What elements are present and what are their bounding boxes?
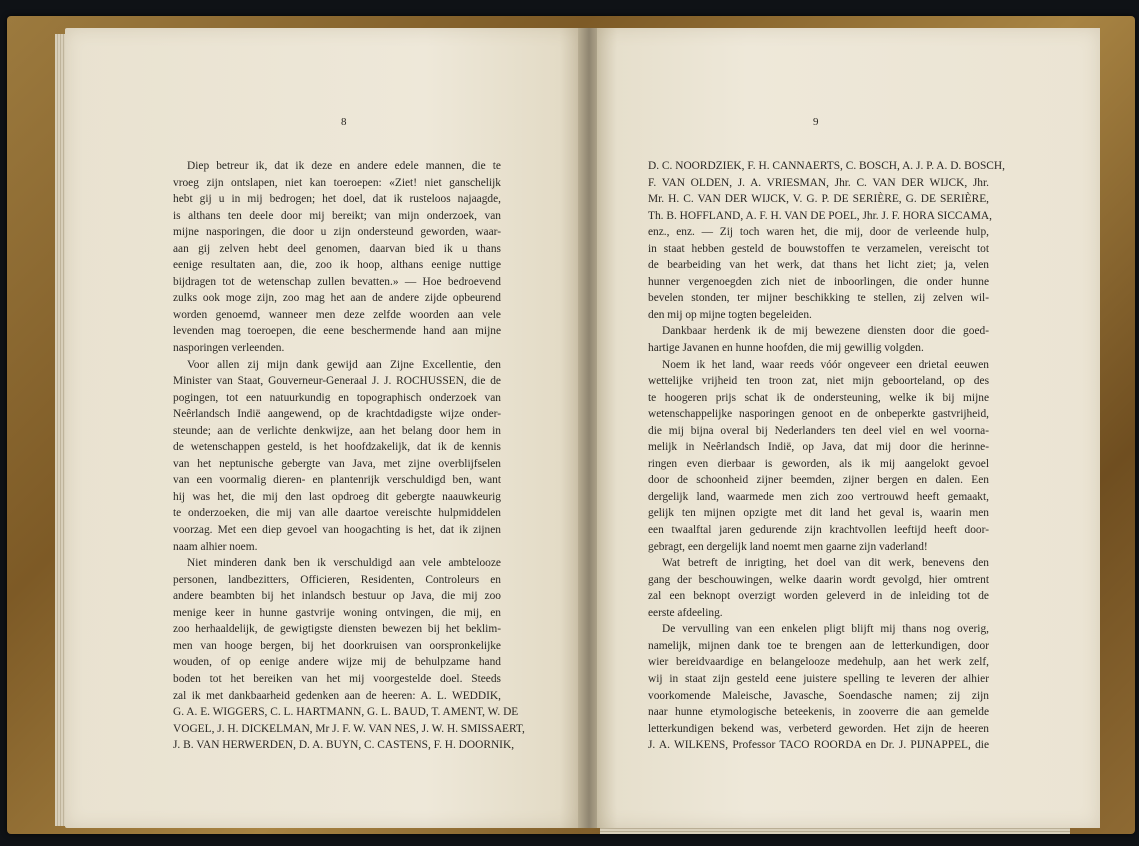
left-text-line: is althans ten deele door mij bereikt; van mijn onderzoek, van: [173, 209, 501, 222]
right-text-line: dergelijk land, waarmede men zich zoo vertrouwd heeft gemaakt,: [648, 490, 989, 503]
left-text-line: Diep betreur ik, dat ik deze en andere edele mannen, die te: [187, 160, 501, 172]
left-page: [65, 28, 580, 828]
left-text-line: G. A. E. WIGGERS, C. L. HARTMANN, G. L. BAUD, T. AMENT, W. DE: [173, 706, 519, 719]
right-text-line: wier bereidvaardige en belangelooze medehulp, aan het werk zelf,: [648, 656, 989, 669]
left-text-line: andere beambten bij het inlandsch bestuur op Java, die mij zoo: [173, 590, 501, 603]
left-text-line: zal ik met dankbaarheid gedenken aan de heeren: A. L. WEDDIK,: [173, 689, 501, 702]
right-text-line: namelijk, mijnen dank toe te brengen aan de letterkundigen, door: [648, 639, 989, 652]
left-text-line: van het neptunische gebergte van Java, met zijne overblijfselen: [173, 457, 501, 470]
right-text-line: wettelijke vrijheid ten troon zat, niet mijn geboorteland, op des: [648, 375, 989, 388]
left-text-line: de wetenschappen gesteld, is het hoofdzakelijk, dat ik de kennis: [173, 441, 501, 454]
right-page-text: [648, 158, 1005, 754]
right-text-line: Dankbaar herdenk ik de mij bewezene diensten door die goed-: [662, 325, 989, 338]
left-text-line: te onderzoeken, die mij van alle daartoe vereischte hulpmiddelen: [173, 507, 501, 520]
right-text-line: naar hunne etymologische beteekenis, in zooverre die aan gemelde: [648, 706, 989, 719]
left-text-line: menige keer in hunne gastvrije woning ontvingen, die mij, en: [173, 606, 501, 619]
left-text-line: van een voormalig dieren- en plantenrijk verschuldigd ben, want: [173, 474, 501, 487]
left-text-line: Voor allen zij mijn dank gewijd aan Zijne Excellentie, den: [187, 358, 501, 371]
right-page: [597, 28, 1100, 828]
left-text-line: worden genoemd, wanneer men deze zelfde woorden aan vele: [173, 308, 501, 321]
left-text-line: hij was het, die mij den last opdroeg dit gebergte naauwkeurig: [173, 490, 501, 503]
left-text-line: voorzag. Met een diep gevoel van hoogachting is het, dat ik zijnen: [173, 524, 501, 537]
right-text-line: Mr. H. C. VAN DER WIJCK, V. G. P. DE SERIÈRE, G. DE SERIÈRE,: [648, 193, 989, 206]
right-text-line: wetenschappelijke nasporingen genoot en de onbeperkte gastvrijheid,: [648, 408, 989, 421]
left-text-line: steunde; aan de verlichte denkwijze, aan het belang door hem in: [173, 424, 501, 437]
left-text-line: Minister van Staat, Gouverneur-Generaal J. J. ROCHUSSEN, die de: [173, 375, 501, 388]
left-page-text: [173, 158, 525, 754]
right-text-line: F. VAN OLDEN, J. A. VRIESMAN, Jhr. C. VAN DER WIJCK, Jhr.: [648, 176, 989, 189]
right-text-line: De vervulling van een enkelen pligt blijft mij thans nog overig,: [662, 623, 989, 636]
right-text-line: ringen even dierbaar is geworden, als ik mij aangelokt gevoel: [648, 457, 989, 470]
page-number-left: 8: [341, 116, 347, 128]
right-text-line: door de schoonheid zijner beemden, zijner bergen en dalen. Een: [648, 474, 989, 487]
right-text-line: hartige Javanen en hunne hoofden, die mij gewillig volgden.: [648, 342, 924, 355]
left-text-line: wouden, of op eenige andere wijze mij de behulpzame hand: [173, 656, 501, 669]
left-text-line: zoo herhaaldelijk, de gewigtigste diensten bewezen bij het beklim-: [173, 623, 501, 636]
left-text-line: hebt gij u in mij bedrogen; het doel, dat ik rusteloos najaagde,: [173, 193, 501, 206]
left-text-line: Neêrlandsch Indië aangewend, op de krachtdadigste wijze onder-: [173, 408, 501, 421]
right-text-line: eerste afdeeling.: [648, 606, 723, 619]
right-text-line: in staat hebben gesteld de bouwstoffen te verzamelen, vereischt tot: [648, 242, 989, 255]
left-text-line: naam alhier noem.: [173, 540, 258, 553]
left-text-line: eenige resultaten aan, die, zoo ik hoop, althans eenige nuttige: [173, 259, 501, 272]
left-text-line: aan gij zelven hebt deel genomen, daarvan bied ik u thans: [173, 242, 501, 255]
right-text-line: Noem ik het land, waar reeds vóór ongeveer een drietal eeuwen: [662, 358, 989, 371]
left-text-line: zulks ook moge zijn, zoo mag het aan de andere zijde opbeurend: [173, 292, 501, 305]
right-text-line: gang der beschouwingen, welke daarin wordt gevolgd, hier omtrent: [648, 573, 989, 586]
left-text-line: nasporingen verleenden.: [173, 342, 285, 355]
left-text-line: personen, landbezitters, Officieren, Residenten, Controleurs en: [173, 573, 501, 586]
left-text-line: men van hooge bergen, bij het doorkruisen van oorspronkelijke: [173, 639, 501, 652]
right-text-line: wij in staat zijn gesteld eene juistere spelling te leveren der alhier: [648, 672, 989, 685]
left-text-line: pogingen, tot een natuurkundig en topographisch onderzoek van: [173, 391, 501, 404]
left-text-line: mijne nasporingen, die door u zijn ondersteund geworden, waar-: [173, 226, 501, 239]
right-text-line: zal een beknopt overzigt worden geleverd in de inleiding tot de: [648, 590, 989, 603]
left-text-line: bijdragen tot de wetenschap zullen bevatten.» — Hoe bedroevend: [173, 275, 501, 288]
right-text-line: enz., enz. — Zij toch waren het, die mij, door de verleende hulp,: [648, 226, 989, 239]
right-text-line: de bearbeiding van het werk, dat thans het licht ziet; ja, velen: [648, 259, 989, 272]
right-text-line: den mij op mijne togten begeleiden.: [648, 308, 812, 321]
right-text-line: Wat betreft de inrigting, het doel van dit werk, benevens den: [662, 557, 989, 570]
right-text-line: die mij bijna overal bij Nederlanders ten deel viel en wel voorna-: [648, 424, 989, 437]
right-text-line: D. C. NOORDZIEK, F. H. CANNAERTS, C. BOSCH, A. J. P. A. D. BOSCH,: [648, 160, 1005, 172]
right-text-line: te hoogeren prijs schat ik de ondersteuning, welke ik bij mijne: [648, 391, 989, 404]
left-text-line: levenden mag toeroepen, die eene beschermende hand aan mijne: [173, 325, 501, 338]
right-text-line: J. A. WILKENS, Professor TACO ROORDA en Dr. J. PIJNAPPEL, die: [648, 739, 989, 752]
left-text-line: vroeg zijn ontslapen, niet kan toeroepen: «Ziet! niet ganschelijk: [173, 176, 501, 189]
page-number-right: 9: [813, 116, 819, 128]
right-text-line: bevelen stonden, ter mijner beschikking te stellen, zij zelven wil-: [648, 292, 989, 305]
right-text-line: gebragt, een dergelijk land noemt men gaarne zijn vaderland!: [648, 540, 928, 553]
left-text-line: VOGEL, J. H. DICKELMAN, Mr J. F. W. VAN NES, J. W. H. SMISSAERT,: [173, 722, 525, 735]
right-text-line: voorkomende Maleische, Javasche, Soendasche namen; zij zijn: [648, 689, 989, 702]
right-text-line: gelijk ten mijnen opzigte met dit land het geval is, waarin men: [648, 507, 989, 520]
right-text-line: Th. B. HOFFLAND, A. F. H. VAN DE POEL, Jhr. J. F. HORA SICCAMA,: [648, 209, 992, 222]
right-text-line: letterkundigen bekend was, verbeterd geworden. Het zijn de heeren: [648, 722, 989, 735]
left-text-line: J. B. VAN HERWERDEN, D. A. BUYN, C. CASTENS, F. H. DOORNIK,: [173, 739, 515, 752]
left-text-line: boden tot het bereiken van het mij voorgestelde doel. Steeds: [173, 672, 501, 685]
right-text-line: melijk in Neêrlandsch Indië, op Java, dat mij door die herinne-: [648, 441, 989, 454]
left-text-line: Niet minderen dank ben ik verschuldigd aan vele ambtelooze: [187, 557, 501, 570]
right-text-line: hunner vergenoegden zich niet de inboorlingen, die onder hunne: [648, 275, 989, 288]
right-text-line: een twaalftal jaren gedurende zijn krachtvollen leeftijd heeft door-: [648, 524, 989, 537]
